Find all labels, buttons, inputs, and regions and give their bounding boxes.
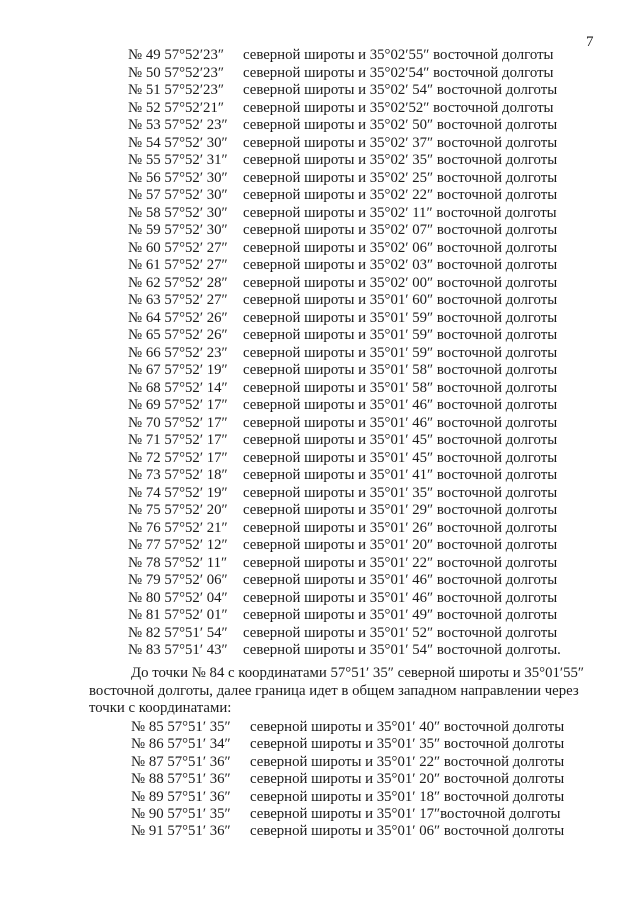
point-number-latitude: № 79 57°52′ 06″: [128, 572, 228, 588]
coordinate-row: [0, 135, 640, 153]
coordinate-row: [0, 310, 640, 328]
point-number-latitude: № 65 57°52′ 26″: [128, 327, 228, 343]
coordinate-row: [0, 467, 640, 485]
point-number-latitude: № 64 57°52′ 26″: [128, 309, 228, 326]
paragraph-line: До точки № 84 с координатами 57°51′ 35″ северной широты и 35°01′55″: [131, 665, 585, 681]
point-number-latitude: № 61 57°52′ 27″: [128, 257, 228, 273]
page-number: 7: [586, 34, 594, 50]
point-description: северной широты и 35°01′ 17″восточной долготы: [250, 805, 561, 822]
coordinate-row: [0, 607, 640, 625]
coordinate-row: [0, 823, 640, 840]
point-number-latitude: № 57 57°52′ 30″: [128, 187, 228, 203]
coordinate-row: [0, 222, 640, 240]
point-description: северной широты и 35°01′ 06″ восточной долготы: [250, 823, 565, 840]
point-description: северной широты и 35°01′ 35″ восточной долготы: [250, 736, 565, 753]
point-number-latitude: № 49 57°52′23″: [128, 47, 225, 63]
point-description: северной широты и 35°01′ 52″ восточной долготы: [243, 624, 558, 641]
coordinate-row: [0, 345, 640, 363]
point-number-latitude: № 67 57°52′ 19″: [128, 362, 228, 378]
point-description: северной широты и 35°01′ 29″ восточной долготы: [243, 502, 558, 518]
coordinate-row: [0, 292, 640, 310]
point-description: северной широты и 35°01′ 41″ восточной долготы: [243, 467, 558, 483]
coordinate-row: [0, 520, 640, 538]
coordinate-row: [0, 100, 640, 118]
point-number-latitude: № 51 57°52′23″: [128, 82, 225, 98]
point-number-latitude: № 75 57°52′ 20″: [128, 502, 228, 518]
coordinate-row: [0, 362, 640, 380]
point-description: северной широты и 35°01′ 46″ восточной долготы: [243, 589, 558, 606]
point-number-latitude: № 54 57°52′ 30″: [128, 134, 228, 151]
coordinate-row: [0, 152, 640, 170]
coordinate-row: [0, 275, 640, 293]
point-number-latitude: № 85 57°51′ 35″: [131, 719, 231, 735]
point-description: северной широты и 35°02′52″ восточной долготы: [243, 99, 554, 116]
point-description: северной широты и 35°01′ 40″ восточной долготы: [250, 719, 565, 735]
coordinate-row: [0, 240, 640, 258]
paragraph-line: восточной долготы, далее граница идет в общем западном направлении через: [89, 682, 579, 699]
coordinate-row: [0, 485, 640, 503]
point-number-latitude: № 89 57°51′ 36″: [131, 788, 231, 805]
point-number-latitude: № 62 57°52′ 28″: [128, 274, 228, 291]
point-number-latitude: № 83 57°51′ 43″: [128, 642, 228, 658]
coordinate-row: [0, 170, 640, 188]
point-description: северной широты и 35°02′ 11″ восточной долготы: [243, 204, 557, 221]
point-number-latitude: № 88 57°51′ 36″: [131, 771, 231, 788]
point-description: северной широты и 35°02′54″ восточной долготы: [243, 64, 554, 81]
point-description: северной широты и 35°01′ 22″ восточной долготы: [250, 753, 565, 770]
coordinate-row: [0, 415, 640, 433]
coordinate-row: [0, 257, 640, 275]
point-description: северной широты и 35°01′ 20″ восточной долготы: [243, 537, 558, 553]
point-description: северной широты и 35°02′ 00″ восточной долготы: [243, 274, 558, 291]
coordinate-row: [0, 754, 640, 771]
coordinate-row: [0, 642, 640, 660]
coordinate-row: [0, 537, 640, 555]
point-number-latitude: № 68 57°52′ 14″: [128, 379, 228, 396]
point-number-latitude: № 77 57°52′ 12″: [128, 537, 228, 553]
coordinate-row: [0, 555, 640, 573]
coordinate-row: [0, 397, 640, 415]
point-description: северной широты и 35°02′ 37″ восточной долготы: [243, 134, 558, 151]
point-description: северной широты и 35°01′ 58″ восточной долготы: [243, 379, 558, 396]
coordinate-row: [0, 187, 640, 205]
point-number-latitude: № 71 57°52′ 17″: [128, 432, 228, 448]
coordinate-row: [0, 502, 640, 520]
point-number-latitude: № 72 57°52′ 17″: [128, 449, 228, 466]
coordinate-row: [0, 572, 640, 590]
point-number-latitude: № 82 57°51′ 54″: [128, 624, 228, 641]
coordinate-row: [0, 432, 640, 450]
point-number-latitude: № 90 57°51′ 35″: [131, 805, 231, 822]
point-description: северной широты и 35°01′ 46″ восточной долготы: [243, 572, 558, 588]
coordinate-row: [0, 806, 640, 823]
point-description: северной широты и 35°02′55″ восточной долготы: [243, 47, 554, 63]
point-number-latitude: № 87 57°51′ 36″: [131, 753, 231, 770]
point-description: северной широты и 35°02′ 06″ восточной долготы: [243, 239, 558, 256]
coordinate-row: [0, 590, 640, 608]
point-number-latitude: № 56 57°52′ 30″: [128, 169, 228, 186]
point-description: северной широты и 35°02′ 25″ восточной долготы: [243, 169, 558, 186]
point-description: северной широты и 35°01′ 46″ восточной долготы: [243, 397, 558, 413]
point-number-latitude: № 60 57°52′ 27″: [128, 239, 228, 256]
coordinate-row: [0, 719, 640, 736]
point-number-latitude: № 73 57°52′ 18″: [128, 467, 228, 483]
point-description: северной широты и 35°01′ 59″ восточной долготы: [243, 344, 558, 361]
point-number-latitude: № 86 57°51′ 34″: [131, 736, 231, 753]
point-number-latitude: № 81 57°52′ 01″: [128, 607, 228, 623]
point-description: северной широты и 35°02′ 50″ восточной долготы: [243, 117, 558, 133]
point-description: северной широты и 35°01′ 35″ восточной долготы: [243, 484, 558, 501]
point-number-latitude: № 52 57°52′21″: [128, 99, 225, 116]
point-number-latitude: № 59 57°52′ 30″: [128, 222, 228, 238]
coordinate-list-part-2: [0, 719, 640, 841]
point-description: северной широты и 35°01′ 46″ восточной долготы: [243, 414, 558, 431]
point-number-latitude: № 69 57°52′ 17″: [128, 397, 228, 413]
point-description: северной широты и 35°01′ 45″ восточной долготы: [243, 449, 558, 466]
point-number-latitude: № 58 57°52′ 30″: [128, 204, 228, 221]
coordinate-row: [0, 380, 640, 398]
point-description: северной широты и 35°01′ 49″ восточной долготы: [243, 607, 558, 623]
point-description: северной широты и 35°01′ 58″ восточной долготы: [243, 362, 558, 378]
point-description: северной широты и 35°02′ 22″ восточной долготы: [243, 187, 558, 203]
point-number-latitude: № 91 57°51′ 36″: [131, 823, 231, 840]
point-description: северной широты и 35°01′ 60″ восточной долготы: [243, 292, 558, 308]
coordinate-row: [0, 82, 640, 100]
point-number-latitude: № 66 57°52′ 23″: [128, 344, 228, 361]
point-description: северной широты и 35°01′ 59″ восточной долготы: [243, 309, 558, 326]
point-number-latitude: № 74 57°52′ 19″: [128, 484, 228, 501]
coordinate-row: [0, 789, 640, 806]
point-description: северной широты и 35°01′ 22″ восточной долготы: [243, 554, 558, 571]
point-number-latitude: № 76 57°52′ 21″: [128, 519, 228, 536]
point-description: северной широты и 35°01′ 26″ восточной долготы: [243, 519, 558, 536]
coordinate-row: [0, 736, 640, 753]
coordinate-row: [0, 625, 640, 643]
point-description: северной широты и 35°01′ 45″ восточной долготы: [243, 432, 558, 448]
boundary-description-paragraph: [89, 665, 609, 718]
point-description: северной широты и 35°02′ 54″ восточной долготы: [243, 82, 558, 98]
coordinate-row: [0, 65, 640, 83]
coordinate-row: [0, 327, 640, 345]
point-description: северной широты и 35°02′ 35″ восточной долготы: [243, 152, 558, 168]
point-number-latitude: № 50 57°52′23″: [128, 64, 225, 81]
point-number-latitude: № 78 57°52′ 11″: [128, 554, 228, 571]
coordinate-row: [0, 205, 640, 223]
point-description: северной широты и 35°01′ 59″ восточной долготы: [243, 327, 558, 343]
coordinate-row: [0, 771, 640, 788]
point-number-latitude: № 53 57°52′ 23″: [128, 117, 228, 133]
point-number-latitude: № 70 57°52′ 17″: [128, 414, 228, 431]
point-description: северной широты и 35°02′ 07″ восточной долготы: [243, 222, 558, 238]
point-number-latitude: № 80 57°52′ 04″: [128, 589, 228, 606]
point-description: северной широты и 35°01′ 18″ восточной долготы: [250, 788, 565, 805]
paragraph-line: точки с координатами:: [89, 700, 232, 717]
coordinate-row: [0, 47, 640, 65]
coordinate-row: [0, 450, 640, 468]
point-description: северной широты и 35°02′ 03″ восточной долготы: [243, 257, 558, 273]
point-description: северной широты и 35°01′ 54″ восточной долготы.: [243, 642, 561, 658]
coordinate-row: [0, 117, 640, 135]
point-number-latitude: № 63 57°52′ 27″: [128, 292, 228, 308]
point-description: северной широты и 35°01′ 20″ восточной долготы: [250, 771, 565, 788]
coordinate-list-part-1: [0, 47, 640, 660]
point-number-latitude: № 55 57°52′ 31″: [128, 152, 228, 168]
